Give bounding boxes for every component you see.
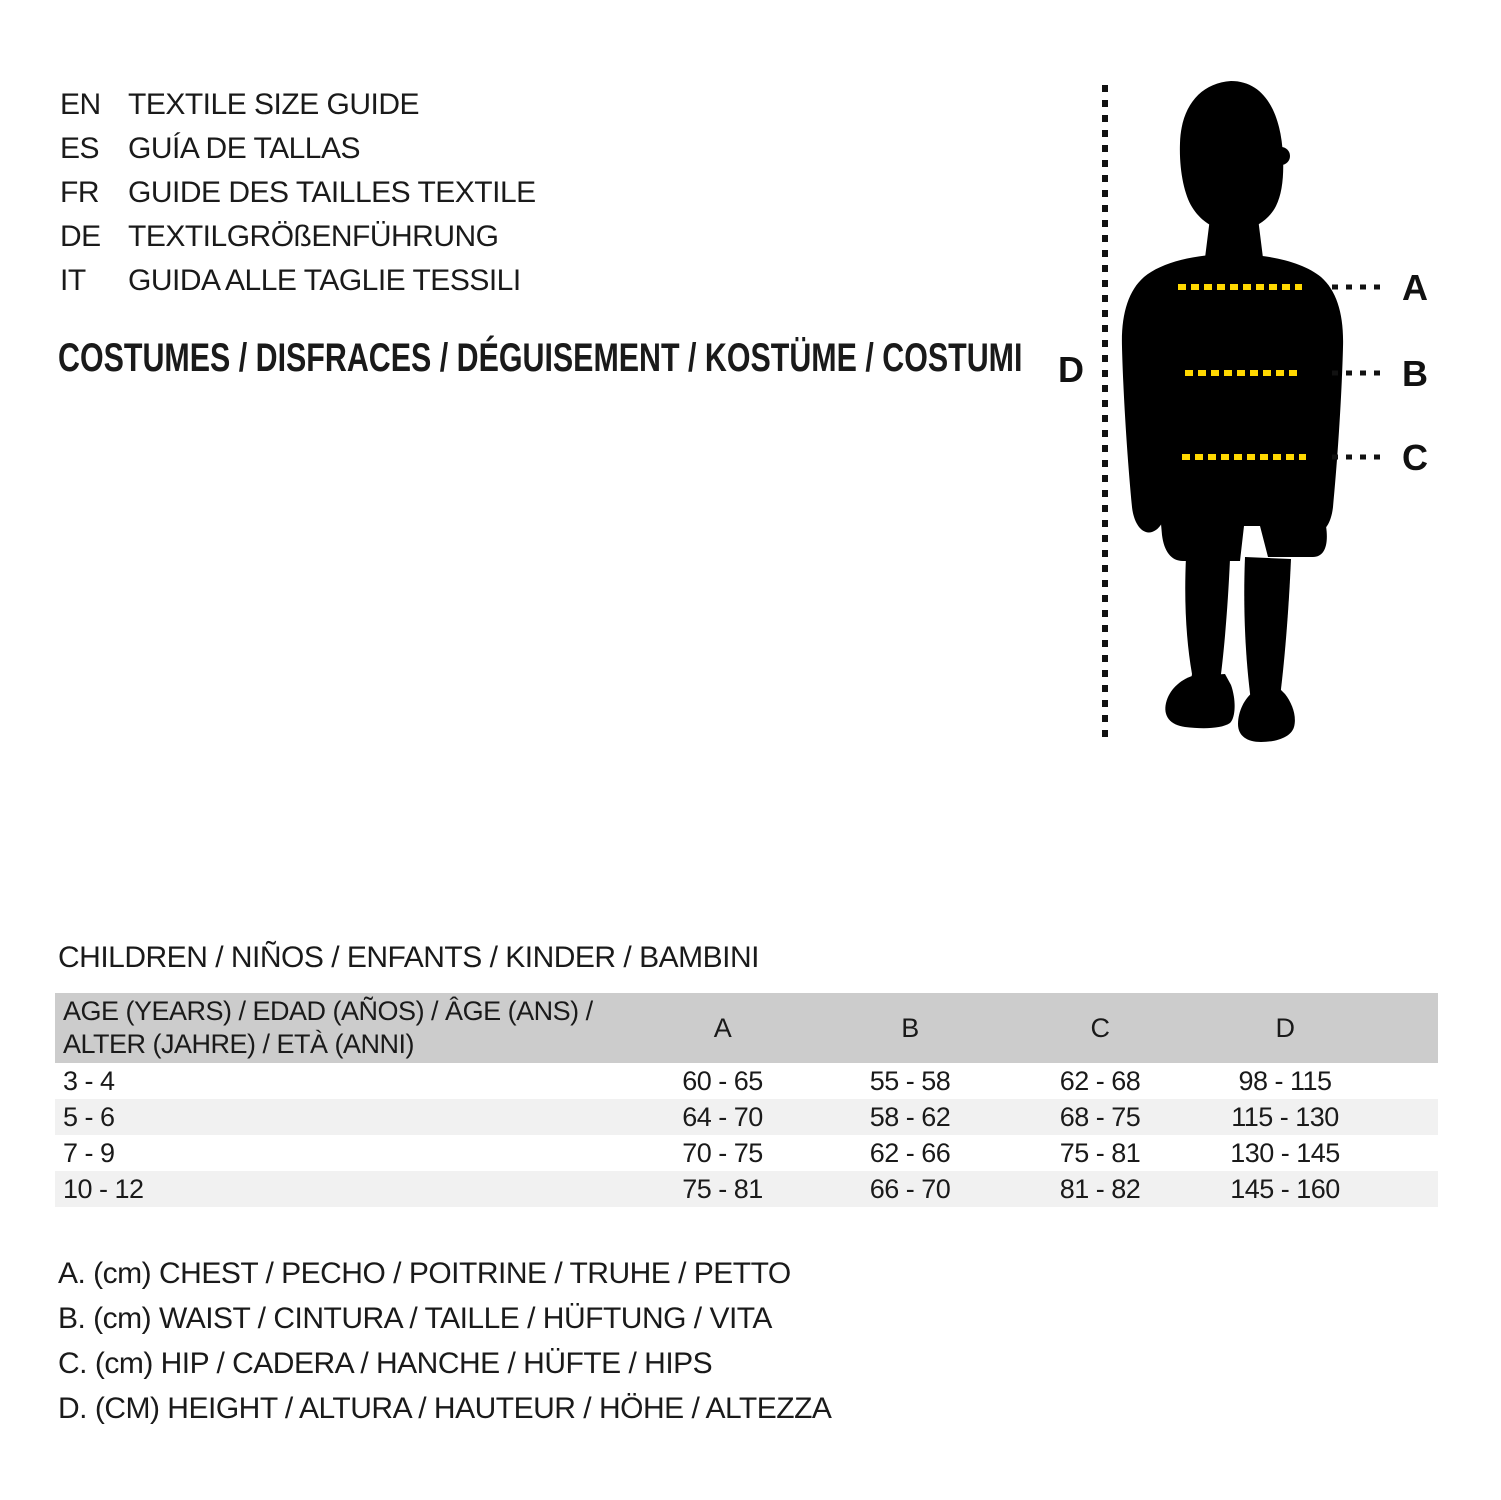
d-label: D — [1058, 349, 1084, 390]
silhouette-right-shoe — [1238, 688, 1295, 742]
c-label: C — [1402, 437, 1428, 478]
age-cell: 10 - 12 — [63, 1173, 144, 1204]
lang-code: FR — [60, 176, 99, 209]
col-c-header: C — [1090, 1012, 1110, 1043]
silhouette-left-leg — [1185, 557, 1230, 689]
b-label: B — [1402, 353, 1428, 394]
age-cell: 5 - 6 — [63, 1101, 115, 1132]
height-cell: 130 - 145 — [1230, 1137, 1340, 1168]
language-list — [60, 83, 536, 303]
hip-cell: 81 - 82 — [1059, 1173, 1141, 1204]
hip-cell: 68 - 75 — [1059, 1101, 1141, 1132]
lang-code: EN — [60, 88, 101, 121]
table-row — [55, 1135, 1438, 1171]
lang-label: GUIDA ALLE TAGLIE TESSILI — [128, 264, 521, 297]
age-header-line2: ALTER (JAHRE) / ETÀ (ANNI) — [63, 1029, 415, 1059]
age-header-line1: AGE (YEARS) / EDAD (AÑOS) / ÂGE (ANS) / — [63, 996, 593, 1026]
lang-code: ES — [60, 132, 100, 165]
silhouette-ear — [1272, 147, 1290, 165]
legend-item-chest: A. (cm) CHEST / PECHO / POITRINE / TRUHE / PETTO — [58, 1256, 791, 1290]
size-figure-diagram — [1040, 60, 1500, 750]
age-header-cell — [55, 995, 615, 1061]
costumes-headline: COSTUMES / DISFRACES / DÉGUISEMENT / KOSTÜME / COSTUMI — [58, 336, 1023, 380]
lang-label: GUIDE DES TAILLES TEXTILE — [128, 176, 536, 209]
lang-row-de — [60, 215, 536, 259]
col-b-header: B — [901, 1012, 919, 1043]
waist-cell: 62 - 66 — [869, 1137, 951, 1168]
children-section-title: CHILDREN / NIÑOS / ENFANTS / KINDER / BAMBINI — [58, 941, 759, 974]
chest-cell: 75 - 81 — [682, 1173, 763, 1204]
lang-row-en — [60, 83, 536, 127]
silhouette-right-leg — [1244, 557, 1291, 705]
table-row — [55, 1099, 1438, 1135]
lang-code: DE — [60, 220, 101, 253]
legend-item-hip: C. (cm) HIP / CADERA / HANCHE / HÜFTE / HIPS — [58, 1346, 713, 1380]
lang-label: GUÍA DE TALLAS — [128, 132, 360, 165]
silhouette-shorts — [1158, 456, 1327, 561]
col-d-header: D — [1275, 1012, 1295, 1043]
waist-cell: 66 - 70 — [869, 1173, 951, 1204]
lang-label: TEXTILE SIZE GUIDE — [128, 88, 420, 121]
table-row — [55, 1063, 1438, 1099]
legend-item-waist: B. (cm) WAIST / CINTURA / TAILLE / HÜFTUNG / VITA — [58, 1301, 772, 1335]
lang-label: TEXTILGRÖßENFÜHRUNG — [128, 220, 499, 253]
col-a-header: A — [713, 1012, 732, 1043]
lang-row-it — [60, 259, 536, 303]
children-size-table — [55, 993, 1438, 1207]
hip-cell: 62 - 68 — [1059, 1065, 1141, 1096]
lang-row-es — [60, 127, 536, 171]
silhouette-left-shoe — [1165, 674, 1234, 728]
table-header-row — [55, 993, 1438, 1063]
waist-cell: 58 - 62 — [869, 1101, 951, 1132]
height-cell: 98 - 115 — [1238, 1065, 1332, 1096]
age-cell: 3 - 4 — [63, 1065, 115, 1096]
legend-item-height: D. (CM) HEIGHT / ALTURA / HAUTEUR / HÖHE / ALTEZZA — [58, 1391, 832, 1425]
chest-cell: 60 - 65 — [682, 1065, 763, 1096]
silhouette-head — [1180, 81, 1283, 230]
height-cell: 115 - 130 — [1231, 1101, 1339, 1132]
a-label: A — [1402, 267, 1428, 308]
hip-cell: 75 - 81 — [1059, 1137, 1141, 1168]
lang-code: IT — [60, 264, 86, 297]
age-cell: 7 - 9 — [63, 1137, 115, 1168]
child-silhouette — [1122, 81, 1343, 742]
table-row — [55, 1171, 1438, 1207]
child-measurement-figure — [1040, 60, 1500, 750]
measurement-legend — [58, 1251, 831, 1431]
chest-cell: 64 - 70 — [682, 1101, 763, 1132]
waist-cell: 55 - 58 — [869, 1065, 951, 1096]
lang-row-fr — [60, 171, 536, 215]
height-cell: 145 - 160 — [1230, 1173, 1340, 1204]
chest-cell: 70 - 75 — [682, 1137, 763, 1168]
